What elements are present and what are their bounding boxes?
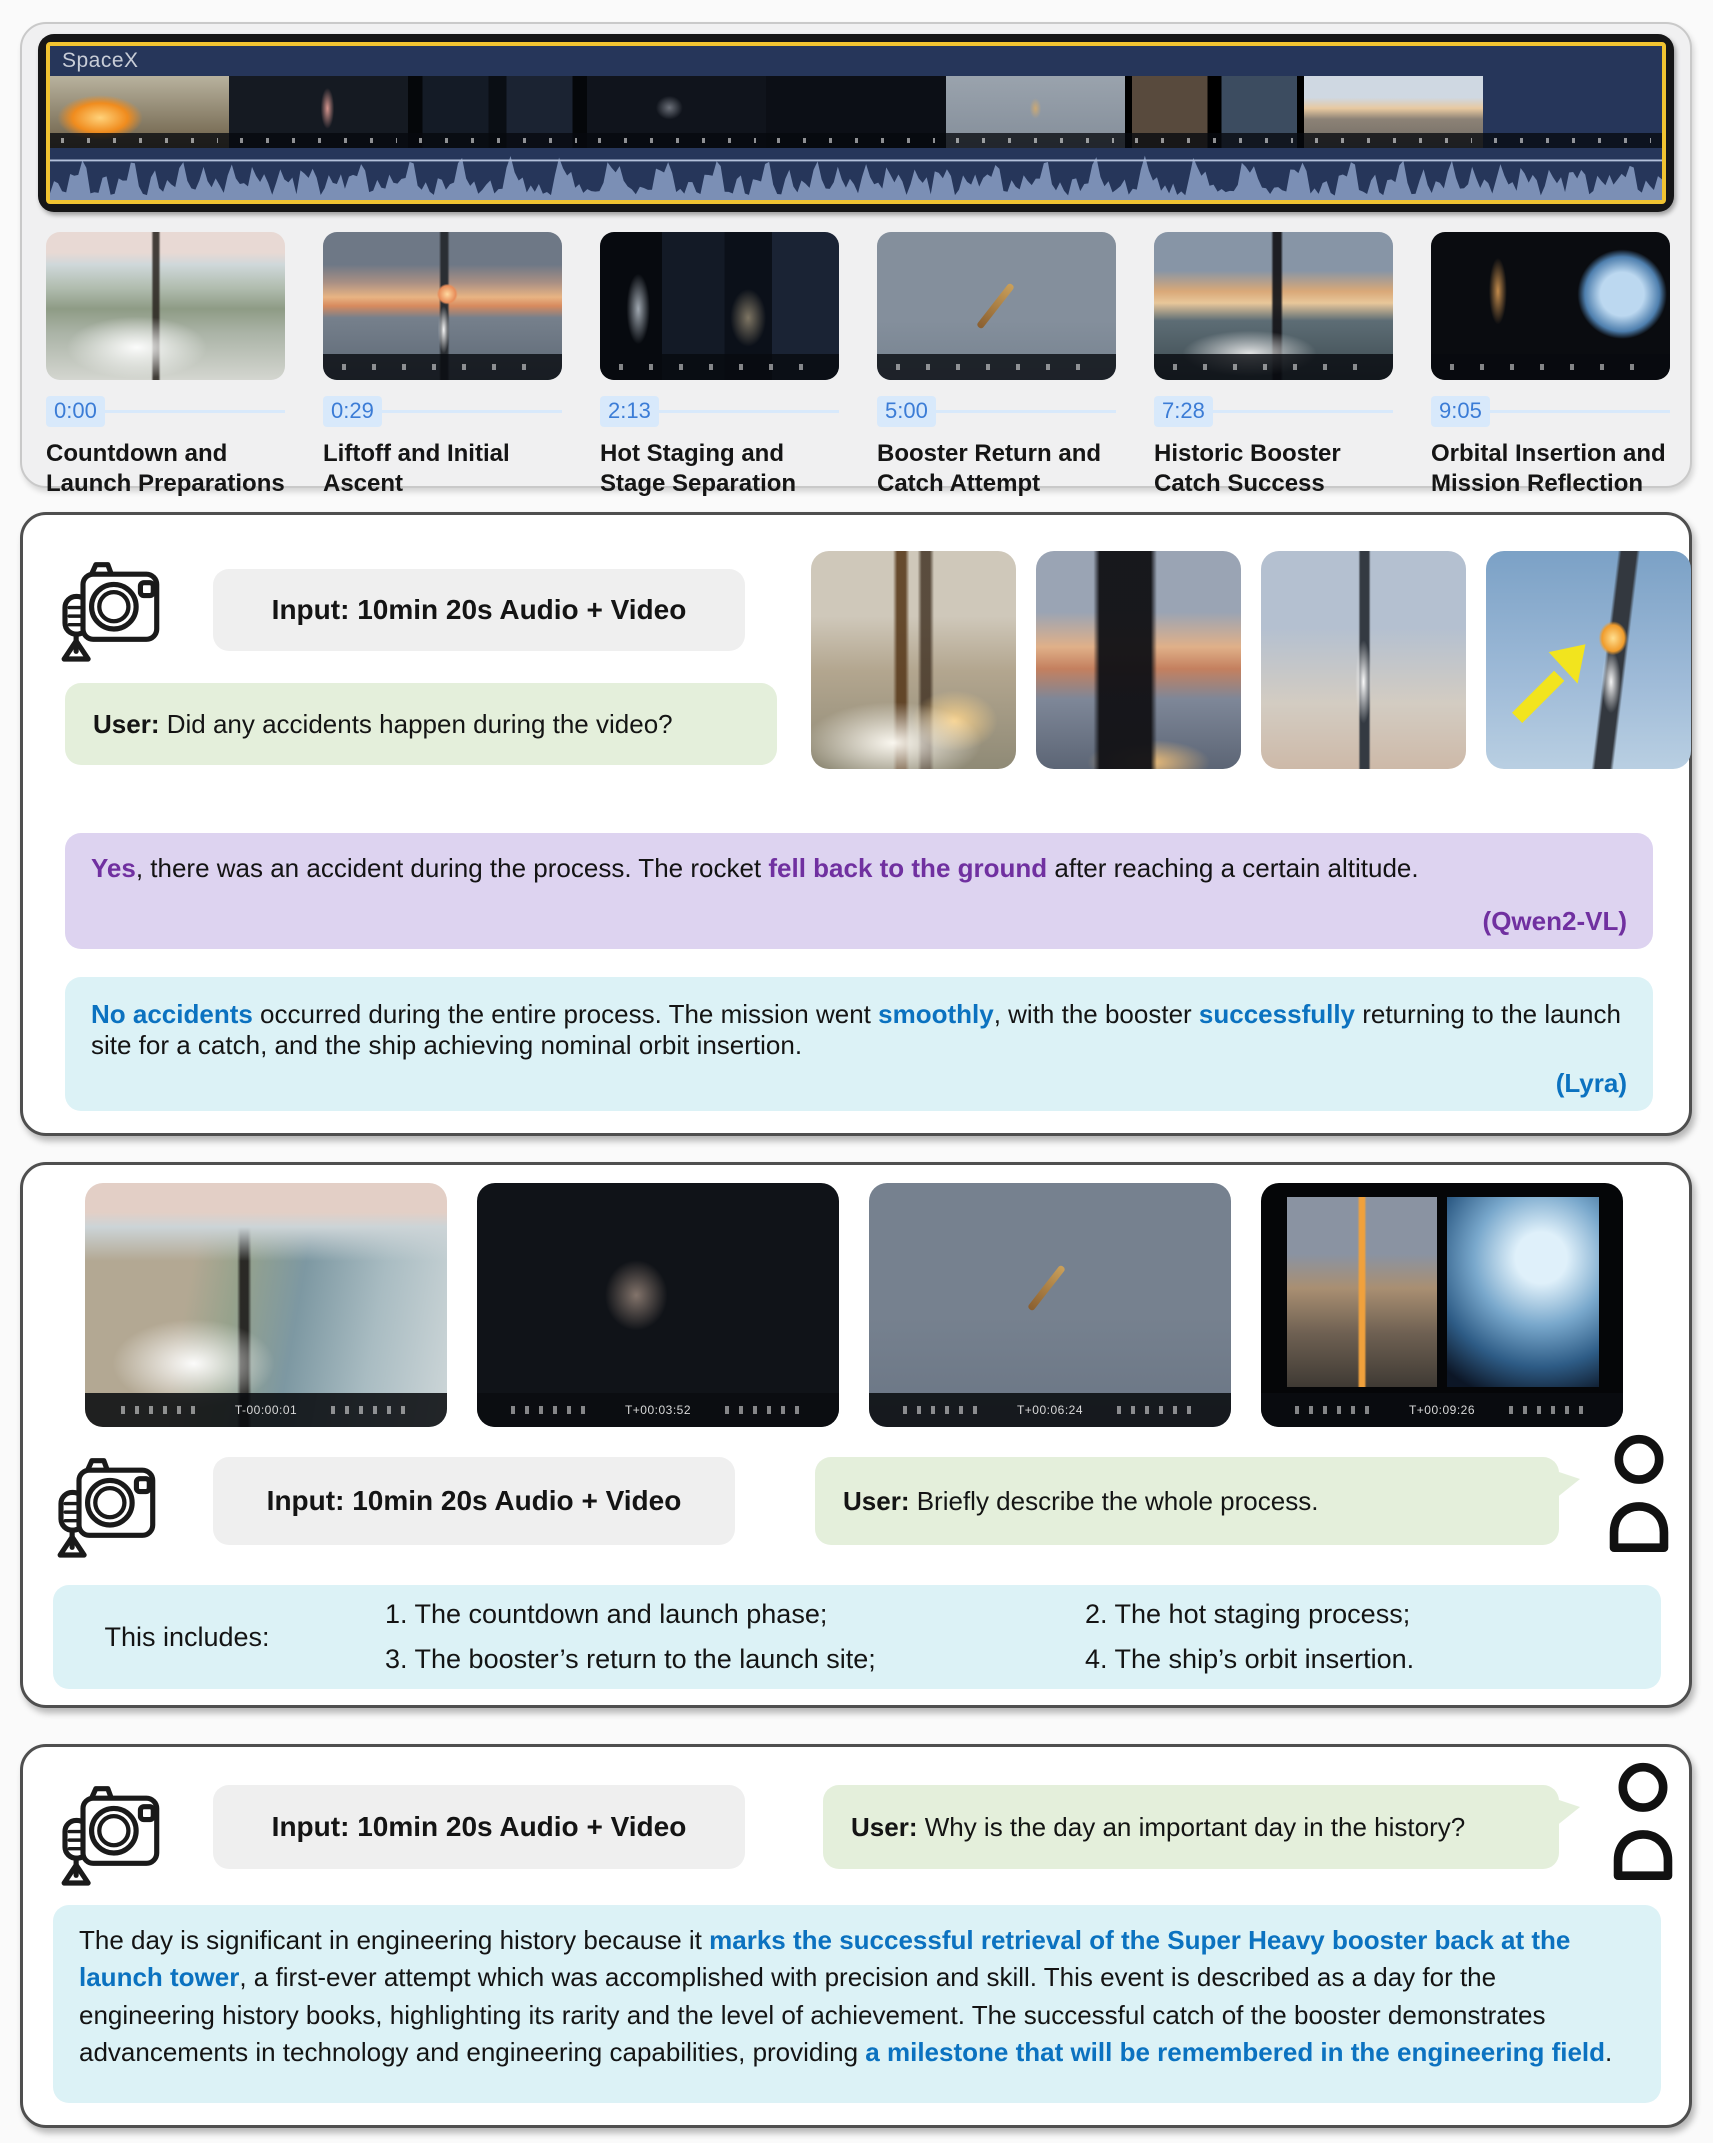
telemetry-strip	[1431, 354, 1670, 380]
thumbnail-hot-staging	[1486, 551, 1691, 769]
telemetry-bar	[1261, 1393, 1623, 1427]
keyframe-item	[1431, 232, 1670, 499]
input-label: Input: 10min 20s Audio + Video	[213, 569, 745, 651]
qwen-answer-text: Yes, there was an accident during the process. The rocket fell back to the ground after reaching a certain altitude.	[91, 853, 1419, 883]
falling-booster	[976, 283, 1015, 330]
user-question-bubble	[65, 683, 777, 765]
answer-column-1	[385, 1597, 1085, 1677]
qwen-model-tag: (Qwen2-VL)	[1482, 906, 1627, 936]
telemetry-bar	[477, 1393, 839, 1427]
keyframe-item	[1154, 232, 1393, 499]
telemetry-bar	[869, 1393, 1231, 1427]
filmstrip-frame	[1483, 76, 1662, 148]
timestamp-badge: 0:29	[323, 396, 382, 427]
filmstrip-frame	[587, 76, 766, 148]
thumbnail-ascending-rocket	[1261, 551, 1466, 769]
keyframe-thumbnail-booster-return	[877, 232, 1116, 380]
example-history-qa	[20, 1744, 1692, 2128]
timestamp-badge: 5:00	[877, 396, 936, 427]
keyframe-thumbnail-launchpad	[46, 232, 285, 380]
lyra-model-tag: (Lyra)	[1555, 1068, 1627, 1098]
keyframe-item	[46, 232, 285, 499]
keyframe-caption: Hot Staging and Stage Separation	[600, 440, 797, 497]
timeline-rule	[105, 410, 285, 413]
answer-column-2	[1085, 1597, 1661, 1677]
telemetry-strip	[1154, 354, 1393, 380]
telemetry-strip	[323, 354, 562, 380]
camera-mic-icon	[53, 1441, 165, 1561]
answer-item: 1. The countdown and launch phase;	[385, 1598, 828, 1629]
frame-night-plume	[477, 1183, 839, 1427]
camera-mic-icon	[57, 1769, 169, 1889]
lyra-history-answer-bubble	[53, 1905, 1661, 2103]
lyra-answer-bubble	[65, 977, 1653, 1111]
keyframe-item	[600, 232, 839, 499]
lyra-history-answer-text: The day is significant in engineering history because it marks the successful retrieval of the Super Heavy booster back at the launch tower, a first-ever attempt which was accomplished with precision and skill. This event is described as a day for the engineering history books, highlighting its rarity and the level of achievement. The successful catch of the booster demonstrates advancements in technology and engineering capabilities, providing a milestone that will be remembered in the engineering field.	[79, 1925, 1613, 2068]
evidence-thumbnails	[811, 551, 1691, 769]
keyframe-caption: Orbital Insertion and Mission Reflection	[1431, 440, 1666, 497]
mission-clock: T+00:03:52	[624, 1403, 692, 1417]
filmstrip-frame	[946, 76, 1125, 148]
input-label: Input: 10min 20s Audio + Video	[213, 1457, 735, 1545]
thumbnail-launch-tower	[1036, 551, 1241, 769]
timestamp-badge: 7:28	[1154, 396, 1213, 427]
telemetry-strip	[766, 133, 945, 148]
timeline-rule	[659, 410, 839, 413]
timeline-rule	[382, 410, 562, 413]
thumbnail-liftoff-pad	[811, 551, 1016, 769]
frame-booster-descent	[869, 1183, 1231, 1427]
falling-booster	[1027, 1265, 1066, 1312]
filmstrip-frame	[1125, 76, 1304, 148]
keyframe-thumbnail-liftoff	[323, 232, 562, 380]
telemetry-strip	[229, 133, 408, 148]
telemetry-strip	[1125, 133, 1304, 148]
video-timeline	[38, 34, 1674, 212]
keyframe-thumbnail-catch-success	[1154, 232, 1393, 380]
video-overview-panel	[20, 22, 1692, 497]
user-question-bubble	[823, 1785, 1559, 1869]
user-question-bubble	[815, 1457, 1559, 1545]
answer-intro: This includes:	[104, 1621, 270, 1652]
timeline-rule	[1213, 410, 1393, 413]
keyframes-row	[46, 232, 1670, 499]
timeline-rule	[1490, 410, 1670, 413]
keyframe-caption: Booster Return and Catch Attempt	[877, 440, 1102, 497]
telemetry-strip	[1483, 133, 1662, 148]
telemetry-bar	[85, 1393, 447, 1427]
qwen-answer-bubble	[65, 833, 1653, 949]
filmstrip-frame	[50, 76, 229, 148]
user-question-text: User: Why is the day an important day in the history?	[851, 1811, 1466, 1842]
example-describe-qa	[20, 1162, 1692, 1708]
answer-item: 2. The hot staging process;	[1085, 1598, 1411, 1629]
user-question-text: User: Briefly describe the whole process.	[843, 1485, 1319, 1516]
lyra-answer-text: No accidents occurred during the entire process. The mission went smoothly, with the booster successfully returning to the launch site for a catch, and the ship achieving nominal orbit insertion.	[91, 999, 1621, 1060]
keyframe-item	[877, 232, 1116, 499]
frame-launchpad	[85, 1183, 447, 1427]
frame-orbit-split	[1261, 1183, 1623, 1427]
timeline-rule	[936, 410, 1116, 413]
answer-item: 3. The booster’s return to the launch site;	[385, 1644, 876, 1674]
mission-clock: T+00:09:26	[1408, 1403, 1476, 1417]
earth-view	[1447, 1197, 1599, 1387]
filmstrip-frame	[1304, 76, 1483, 148]
keyframe-caption: Historic Booster Catch Success	[1154, 440, 1341, 497]
filmstrip-frames	[50, 76, 1662, 148]
input-label: Input: 10min 20s Audio + Video	[213, 1785, 745, 1869]
timestamp-badge: 2:13	[600, 396, 659, 427]
filmstrip-frame	[408, 76, 587, 148]
telemetry-strip	[1304, 133, 1483, 148]
person-icon	[1595, 1759, 1691, 1883]
video-title: SpaceX	[62, 49, 139, 72]
keyframe-item	[323, 232, 562, 499]
keyframe-caption: Liftoff and Initial Ascent	[323, 440, 510, 497]
example-accident-qa	[20, 512, 1692, 1136]
audio-waveform	[50, 148, 1662, 200]
answer-item: 4. The ship’s orbit insertion.	[1085, 1644, 1415, 1674]
highlight-arrow-icon	[1504, 639, 1596, 731]
telemetry-strip	[877, 354, 1116, 380]
telemetry-strip	[587, 133, 766, 148]
telemetry-strip	[946, 133, 1125, 148]
camera-mic-icon	[57, 545, 169, 665]
filmstrip-frame	[229, 76, 408, 148]
mission-clock: T-00:00:01	[234, 1403, 298, 1417]
keyframe-caption: Countdown and Launch Preparations	[46, 440, 285, 497]
video-frames-row	[85, 1183, 1623, 1427]
user-question-text: User: Did any accidents happen during the video?	[93, 708, 673, 739]
timestamp-badge: 0:00	[46, 396, 105, 427]
keyframe-thumbnail-hot-staging	[600, 232, 839, 380]
person-icon	[1591, 1431, 1687, 1555]
telemetry-strip	[408, 133, 587, 148]
tower-view	[1287, 1197, 1437, 1387]
mission-clock: T+00:06:24	[1016, 1403, 1084, 1417]
telemetry-strip	[600, 354, 839, 380]
filmstrip-frame	[766, 76, 945, 148]
keyframe-thumbnail-orbital-insertion	[1431, 232, 1670, 380]
filmstrip	[46, 42, 1666, 204]
timestamp-badge: 9:05	[1431, 396, 1490, 427]
telemetry-strip	[50, 133, 229, 148]
lyra-summary-bubble	[53, 1585, 1661, 1689]
